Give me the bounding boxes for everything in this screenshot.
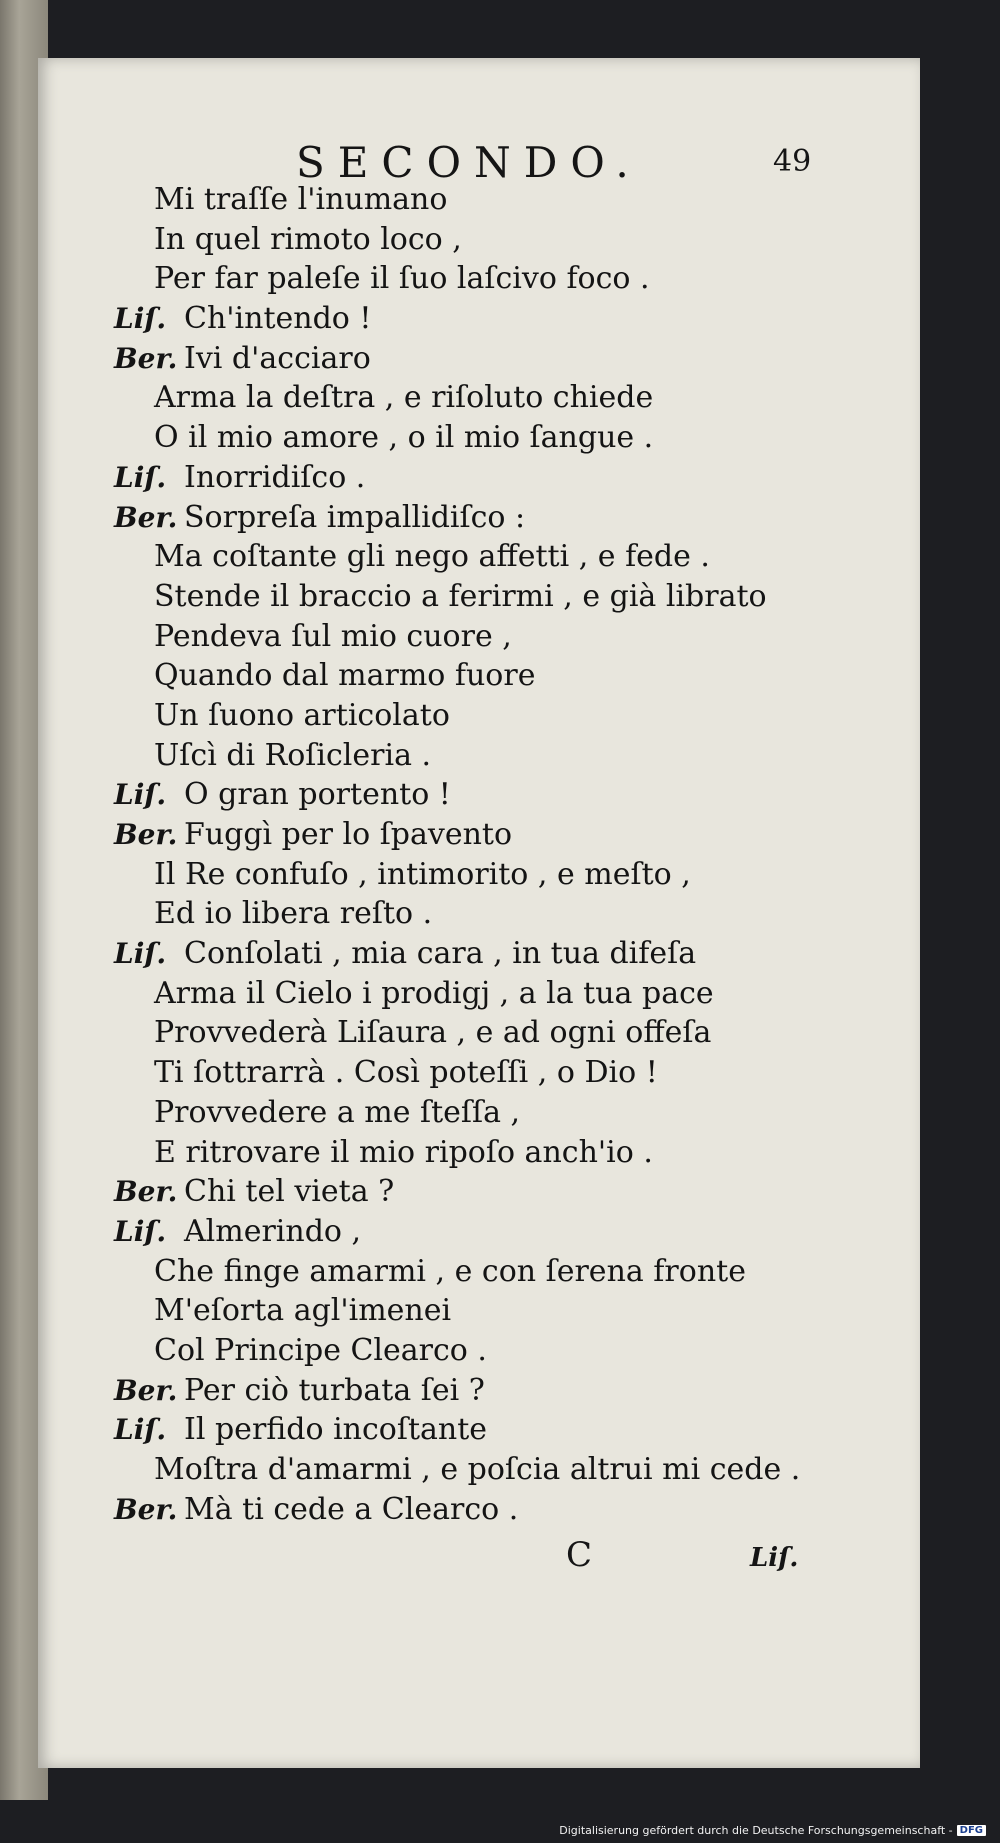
speaker-label: Liſ. (114, 1214, 167, 1248)
verse-line (38, 1133, 920, 1173)
line-text: Arma il Cielo i prodigj , a la tua pace (154, 975, 714, 1011)
speaker-label: Ber. (114, 341, 178, 375)
catchword: Liſ. (750, 1543, 799, 1573)
line-text: Il Re confuſo , intimorito , e meſto , (154, 856, 691, 892)
running-title: SECONDO. (296, 138, 642, 187)
verse-line (38, 815, 920, 855)
verse-line (38, 339, 920, 379)
credit-text: Digitalisierung gefördert durch die Deutsche Forschungsgemeinschaft - (559, 1824, 953, 1837)
line-text: Per far paleſe il ſuo laſcivo foco . (154, 261, 650, 297)
line-text: Un ſuono articolato (154, 697, 450, 733)
line-text: Ti ſottrarrà . Così poteſſi , o Dio ! (154, 1055, 658, 1091)
speaker-label: Ber. (114, 1492, 178, 1526)
line-text: E ritrovare il mio ripoſo anch'io . (154, 1134, 653, 1170)
verse-line (38, 1490, 920, 1530)
speaker-label: Ber. (114, 1373, 178, 1407)
verse-line (38, 1252, 920, 1292)
line-text: Uſcì di Roſicleria . (154, 737, 432, 773)
speaker-label: Liſ. (114, 937, 167, 971)
verse-line (38, 736, 920, 776)
speaker-label: Ber. (114, 500, 178, 534)
verse-line (38, 894, 920, 934)
verse-line (38, 1212, 920, 1252)
verse-line (38, 378, 920, 418)
line-text: Inorridiſco . (184, 459, 366, 495)
verse-line (38, 1093, 920, 1133)
verse-line (38, 220, 920, 260)
line-text: Che finge amarmi , e con ſerena fronte (154, 1253, 746, 1289)
line-text: Arma la deſtra , e riſoluto chiede (154, 380, 654, 416)
verse-line (38, 418, 920, 458)
verse-line (38, 1172, 920, 1212)
verse-line (38, 1371, 920, 1411)
line-text: Ivi d'acciaro (184, 340, 371, 376)
line-text: O gran portento ! (184, 777, 451, 813)
speaker-label: Ber. (114, 818, 178, 851)
verse-line (38, 656, 920, 696)
line-text: Almerindo , (184, 1213, 362, 1249)
verse-line (38, 1450, 920, 1490)
line-text: Ch'intendo ! (184, 301, 372, 337)
verse-line (38, 1053, 920, 1093)
line-text: M'eſorta agl'imenei (154, 1293, 452, 1329)
verse-line (38, 458, 920, 498)
verse-line (38, 617, 920, 657)
verse-line (38, 775, 920, 815)
page-footer (38, 1535, 920, 1585)
speaker-label: Ber. (114, 1175, 178, 1209)
line-text: In quel rimoto loco , (154, 221, 462, 257)
line-text: Ed io libera reſto . (154, 896, 433, 932)
verse-line (38, 299, 920, 339)
line-text: Fuggì per lo ſpavento (184, 817, 513, 852)
speaker-label: Liſ. (114, 778, 167, 812)
verse-line (38, 1013, 920, 1053)
line-text: Per ciò turbata ſei ? (184, 1372, 485, 1408)
line-text: Pendeva ſul mio cuore , (154, 618, 512, 654)
line-text: Col Principe Clearco . (154, 1332, 487, 1368)
verse-line (38, 696, 920, 736)
verse-line (38, 1291, 920, 1331)
line-text: Sorpreſa impallidiſco : (184, 499, 526, 535)
line-text: O il mio amore , o il mio ſangue . (154, 420, 654, 456)
line-text: Il perfido incoſtante (184, 1412, 488, 1448)
verse-line (38, 934, 920, 974)
digitization-credit (559, 1824, 986, 1837)
speaker-label: Liſ. (114, 302, 167, 336)
verse-line (38, 1410, 920, 1450)
verse-line (38, 577, 920, 617)
line-text: Conſolati , mia cara , in tua difeſa (184, 936, 697, 972)
verse-line (38, 537, 920, 577)
line-text: Chi tel vieta ? (184, 1174, 395, 1210)
signature-mark: C (566, 1535, 593, 1575)
verse-line (38, 498, 920, 538)
verse-line (38, 259, 920, 299)
line-text: Moſtra d'amarmi , e poſcia altrui mi cede . (154, 1452, 801, 1487)
dfg-logo: DFG (957, 1825, 986, 1836)
page-number: 49 (773, 144, 812, 179)
line-text: Mi traſſe l'inumano (154, 182, 448, 217)
verse-line (38, 180, 920, 220)
line-text: Provvederà Liſaura , e ad ogni offeſa (154, 1015, 712, 1051)
verse-text (38, 180, 920, 1529)
line-text: Stende il braccio a ferirmi , e già librato (154, 578, 767, 614)
book-page (38, 58, 920, 1768)
line-text: Mà ti cede a Clearco . (184, 1491, 519, 1527)
speaker-label: Liſ. (114, 1413, 167, 1447)
verse-line (38, 855, 920, 895)
verse-line (38, 974, 920, 1014)
verse-line (38, 1331, 920, 1371)
line-text: Quando dal marmo fuore (154, 658, 536, 694)
line-text: Provvedere a me ſteſſa , (154, 1094, 521, 1130)
line-text: Ma coſtante gli nego affetti , e fede . (154, 539, 710, 575)
speaker-label: Liſ. (114, 460, 167, 494)
